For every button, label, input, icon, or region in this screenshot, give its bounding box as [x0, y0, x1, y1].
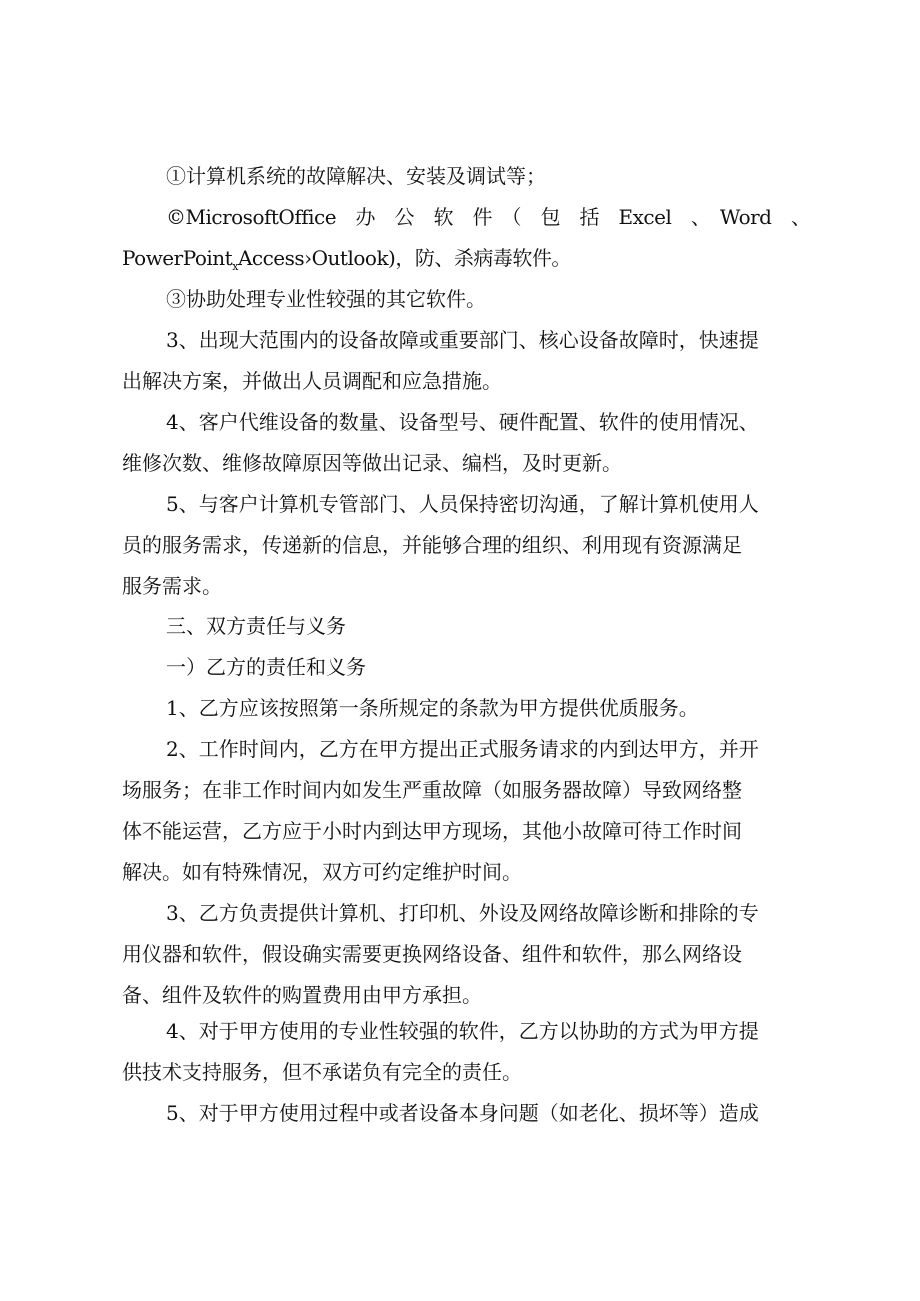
- paragraph-3-line-1: 3、出现大范围内的设备故障或重要部门、核心设备故障时，快速提: [166, 328, 759, 352]
- clause-2: [122, 729, 802, 893]
- list-item-2-software-rest: Access›Outlook)，防、杀病毒软件。: [237, 246, 571, 270]
- paragraph-4: [122, 402, 802, 484]
- paragraph-3: [122, 320, 802, 402]
- clause-5-line-1: 5、对于甲方使用过程中或者设备本身问题（如老化、损坏等）造成: [166, 1101, 759, 1125]
- clause-2-line-2: 场服务；在非工作时间内如发生严重故障（如服务器故障）导致网络整: [122, 778, 742, 802]
- list-item-1: [122, 156, 802, 197]
- clause-3-line-2: 用仪器和软件，假设确实需要更换网络设备、组件和软件，那么网络设: [122, 942, 742, 966]
- paragraph-5: [122, 484, 802, 607]
- clause-3-line-3: 备、组件及软件的购置费用由甲方承担。: [122, 983, 482, 1007]
- paragraph-5-line-2: 员的服务需求，传递新的信息，并能够合理的组织、利用现有资源满足: [122, 533, 742, 557]
- clause-4: [122, 1011, 802, 1093]
- list-item-2-software-name: PowerPoint: [122, 246, 233, 270]
- clause-2-line-4: 解决。如有特殊情况，双方可约定维护时间。: [122, 860, 522, 884]
- clause-2-line-3: 体不能运营，乙方应于小时内到达甲方现场，其他小故障可待工作时间: [122, 819, 742, 843]
- sub-heading-text: 一）乙方的责任和义务: [166, 655, 366, 679]
- clause-4-line-1: 4、对于甲方使用的专业性较强的软件，乙方以协助的方式为甲方提: [166, 1019, 759, 1043]
- clause-1: [122, 688, 802, 729]
- list-item-2-subscript: x: [232, 260, 238, 273]
- list-item-2-line-1: ©MicrosoftOffice 办 公 软 件 （ 包 括 Excel 、 Word 、: [166, 205, 811, 229]
- section-heading: [122, 606, 802, 647]
- paragraph-5-line-1: 5、与客户计算机专管部门、人员保持密切沟通，了解计算机使用人: [166, 492, 759, 516]
- clause-3: [122, 893, 802, 1016]
- clause-5: [122, 1093, 802, 1134]
- clause-4-line-2: 供技术支持服务，但不承诺负有完全的责任。: [122, 1060, 522, 1084]
- paragraph-5-line-3: 服务需求。: [122, 574, 222, 598]
- sub-heading: [122, 647, 802, 688]
- clause-1-text: 1、乙方应该按照第一条所规定的条款为甲方提供优质服务。: [166, 696, 699, 720]
- list-item-3: [122, 279, 802, 320]
- clause-2-line-1: 2、工作时间内，乙方在甲方提出正式服务请求的内到达甲方，并开: [166, 737, 759, 761]
- paragraph-4-line-1: 4、客户代维设备的数量、设备型号、硬件配置、软件的使用情况、: [166, 410, 759, 434]
- list-item-2: [122, 197, 811, 287]
- list-item-3-text: ③协助处理专业性较强的其它软件。: [166, 287, 486, 311]
- paragraph-4-line-2: 维修次数、维修故障原因等做出记录、编档，及时更新。: [122, 451, 622, 475]
- paragraph-3-line-2: 出解决方案，并做出人员调配和应急措施。: [122, 369, 502, 393]
- section-heading-text: 三、双方责任与义务: [166, 614, 346, 638]
- list-item-1-text: ①计算机系统的故障解决、安装及调试等；: [166, 164, 546, 188]
- clause-3-line-1: 3、乙方负责提供计算机、打印机、外设及网络故障诊断和排除的专: [166, 901, 759, 925]
